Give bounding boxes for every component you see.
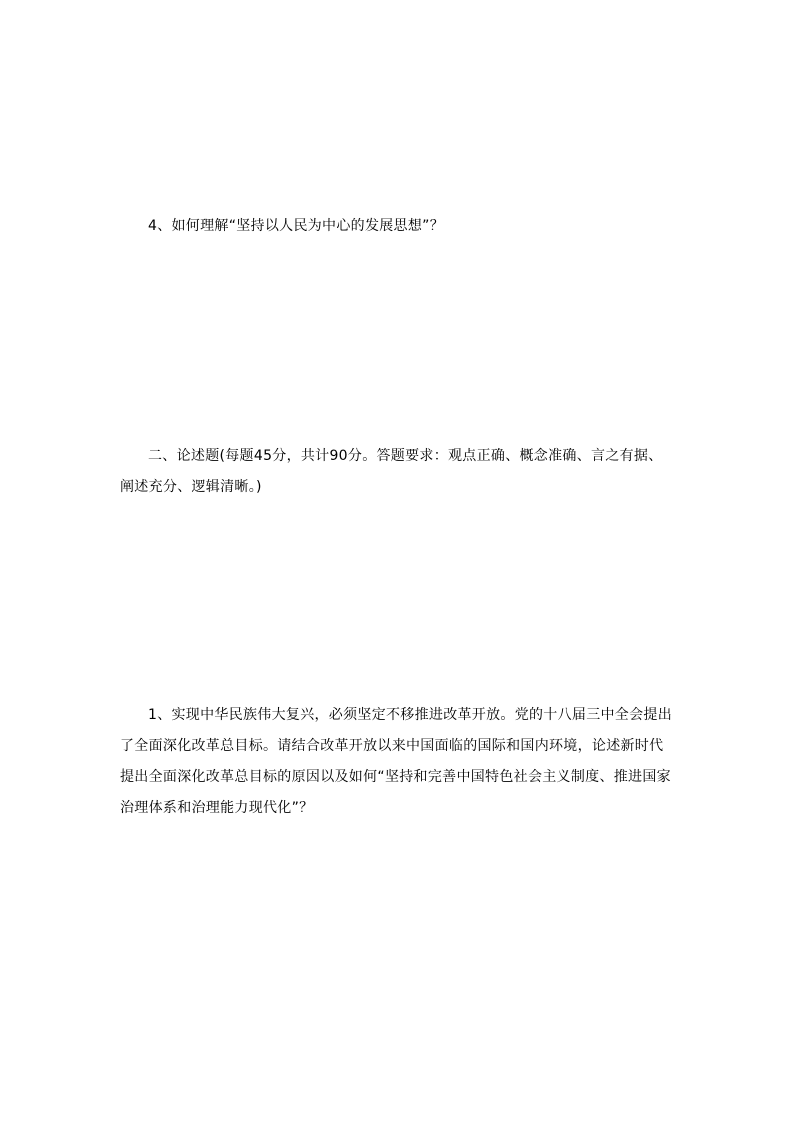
essay-question-1-text: 1、实现中华民族伟大复兴，必须坚定不移推进改革开放。党的十八届三中全会提出了全面深化改革总目标。请结合改革开放以来中国面临的国际和国内环境，论述新时代提出全面深化改革总目标的原因以及如何“坚持和完善中国特色社会主义制度、推进国家治理体系和治理能力现代化”？ [120,707,673,816]
section-2-heading: 二、论述题(每题45分，共计90分。答题要求：观点正确、概念准确、言之有据、阐述充分、逻辑清晰。) [120,448,663,495]
question-4-text: 4、如何理解“坚持以人民为中心的发展思想”？ [148,218,445,234]
